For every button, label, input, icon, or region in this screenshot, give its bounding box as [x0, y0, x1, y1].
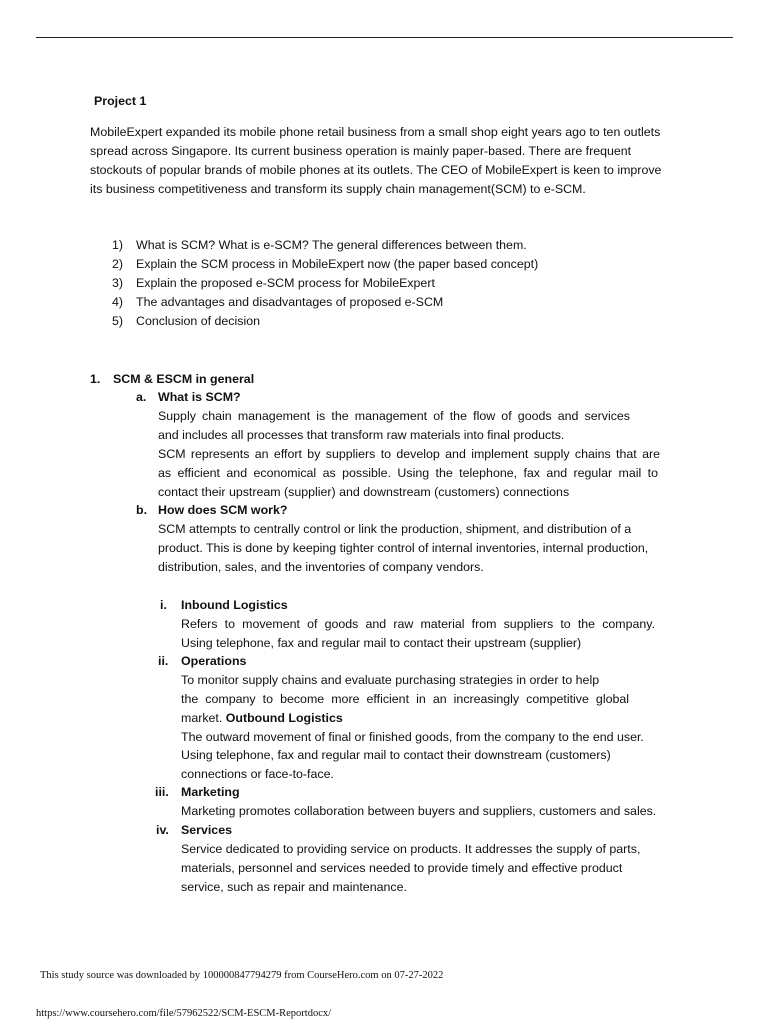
body-line: Using telephone, fax and regular mail to contact their downstream (customers) — [181, 748, 611, 762]
question-number: 3) — [112, 276, 124, 290]
source-url: https://www.coursehero.com/file/57962522/SCM-ESCM-Reportdocx/ — [36, 1008, 332, 1019]
project-title: Project 1 — [94, 94, 147, 108]
body-line: service, such as repair and maintenance. — [181, 880, 407, 894]
item-label: iv. — [156, 823, 169, 837]
item-heading: Marketing — [181, 785, 240, 799]
body-line — [181, 709, 343, 728]
body-line: connections or face-to-face. — [181, 767, 334, 781]
item-label: i. — [160, 598, 167, 612]
item-heading: Operations — [181, 654, 247, 668]
question-number: 2) — [112, 257, 124, 271]
subsection-label: a. — [136, 390, 147, 404]
body-text: market. — [181, 711, 226, 725]
body-line: as efficient and economical as possible. Using the telephone, fax and regular mail to — [158, 466, 658, 480]
question-text: What is SCM? What is e-SCM? The general differences between them. — [136, 238, 527, 252]
body-line: The outward movement of final or finished goods, from the company to the end user. — [181, 730, 644, 744]
body-line: distribution, sales, and the inventories of company vendors. — [158, 560, 484, 574]
body-line: Supply chain management is the management of the flow of goods and services — [158, 409, 630, 423]
item-label: iii. — [155, 785, 169, 799]
question-text: Explain the proposed e-SCM process for MobileExpert — [136, 276, 435, 290]
intro-line: spread across Singapore. Its current business operation is mainly paper-based. There are frequent — [90, 144, 632, 158]
body-line: contact their upstream (supplier) and downstream (customers) connections — [158, 485, 570, 499]
subsection-heading: How does SCM work? — [158, 503, 288, 517]
question-text: Explain the SCM process in MobileExpert now (the paper based concept) — [136, 257, 539, 271]
body-line: and includes all processes that transform raw materials into final products. — [158, 428, 565, 442]
item-label: ii. — [158, 654, 169, 668]
body-line: Marketing promotes collaboration between buyers and suppliers, customers and sales. — [181, 804, 657, 818]
body-line: the company to become more efficient in an increasingly competitive global — [181, 692, 629, 706]
subsection-heading: What is SCM? — [158, 390, 241, 404]
inline-heading: Outbound Logistics — [225, 711, 343, 725]
intro-line: MobileExpert expanded its mobile phone retail business from a small shop eight years ago to ten outlets — [90, 125, 661, 139]
subsection-label: b. — [136, 503, 148, 517]
body-line: SCM represents an effort by suppliers to develop and implement supply chains that are — [158, 447, 660, 461]
question-number: 4) — [112, 295, 124, 309]
question-number: 5) — [112, 314, 124, 328]
body-line: To monitor supply chains and evaluate purchasing strategies in order to help — [181, 673, 600, 687]
item-heading: Inbound Logistics — [181, 598, 288, 612]
section-number: 1. — [90, 372, 101, 386]
download-notice: This study source was downloaded by 100000847794279 from CourseHero.com on 07-27-2022 — [40, 970, 444, 981]
top-rule — [36, 37, 733, 38]
section-heading: SCM & ESCM in general — [113, 372, 255, 386]
intro-line: stockouts of popular brands of mobile phones at its outlets. The CEO of MobileExpert is keen to improve — [90, 163, 662, 177]
intro-line: its business competitiveness and transform its supply chain management(SCM) to e-SCM. — [90, 182, 586, 196]
body-line: product. This is done by keeping tighter control of internal inventories, internal production, — [158, 541, 649, 555]
question-text: The advantages and disadvantages of proposed e-SCM — [136, 295, 444, 309]
body-line: Refers to movement of goods and raw material from suppliers to the company. — [181, 617, 655, 631]
body-line: SCM attempts to centrally control or link the production, shipment, and distribution of a — [158, 522, 632, 536]
item-heading: Services — [181, 823, 232, 837]
body-line: Service dedicated to providing service on products. It addresses the supply of parts, — [181, 842, 641, 856]
question-number: 1) — [112, 238, 124, 252]
question-text: Conclusion of decision — [136, 314, 260, 328]
body-line: Using telephone, fax and regular mail to contact their upstream (supplier) — [181, 636, 582, 650]
body-line: materials, personnel and services needed to provide timely and effective product — [181, 861, 623, 875]
